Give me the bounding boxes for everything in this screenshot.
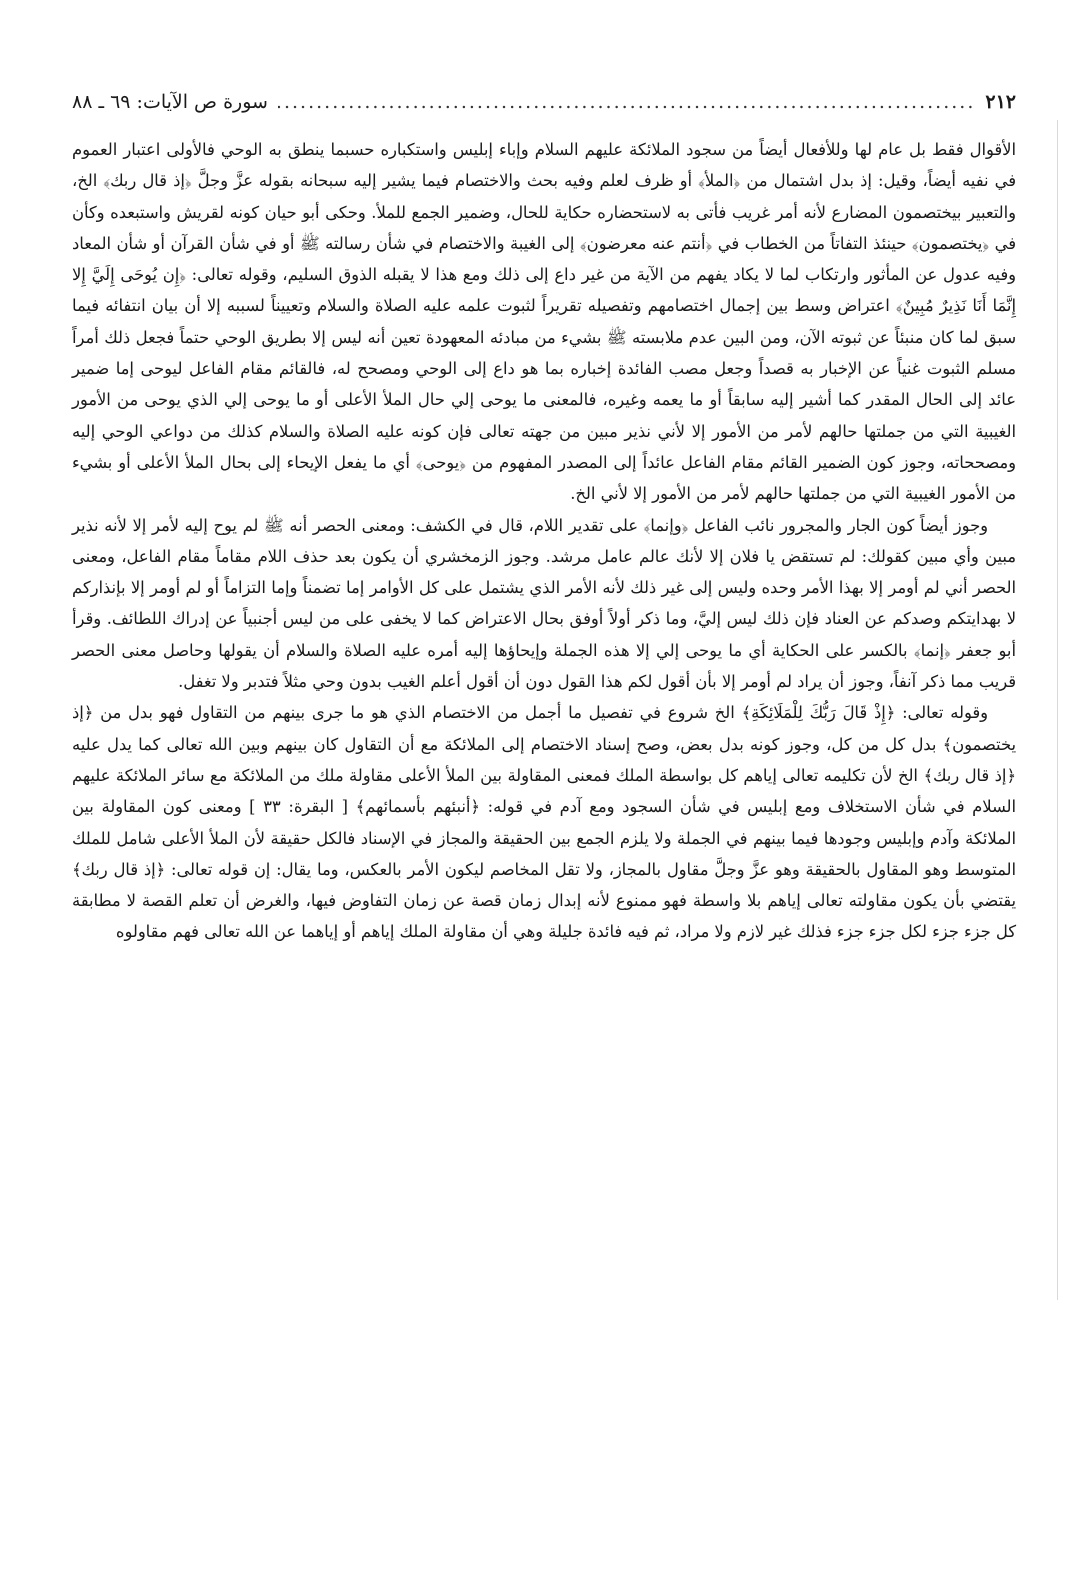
- running-title: سورة ص الآيات: ٦٩ ـ ٨٨: [72, 91, 268, 113]
- paragraph-1: الأقوال فقط بل عام لها وللأفعال أيضاً من سجود الملائكة عليهم السلام وإباء إبليس واستكباره حسبما ينطق به الوحي فالأولى اعتبار العموم في نفيه أيضاً، وقيل: إذ بدل اشتمال من ﴿الملأ﴾ أو ظرف لعلم وفيه بحث والاختصام فيما يشير إليه سبحانه بقوله عزَّ وجلَّ ﴿إذ قال ربك﴾ الخ، والتعبير بيختصمون المضارع لأنه أمر غريب فأتى به لاستحضاره حكاية للحال، وضمير الجمع للملأ. وحكى أبو حيان كونه لقريش واستبعده وكأن في ﴿يختصمون﴾ حينئذ التفاتاً من الخطاب في ﴿أنتم عنه معرضون﴾ إلى الغيبة والاختصام في شأن رسالته ﷺ أو في شأن القرآن أو شأن المعاد وفيه عدول عن المأثور وارتكاب لما لا يكاد يفهم من الآية من غير داع إلى ذلك ومع هذا لا يقبله الذوق السليم، وقوله تعالى: ﴿إِن يُوحَى إِلَيَّ إِلا إِنَّمَا أَنَا نَذِيرٌ مُبِينٌ﴾ اعتراض وسط بين إجمال اختصامهم وتفصيله تقريراً لثبوت علمه عليه الصلاة والسلام وتعييناً لسببه إلا أن بيان انتفائه فيما سبق لما كان منبئاً عن ثبوته الآن، ومن البين عدم ملابسته ﷺ بشيء من مبادئه المعهودة تعين أنه ليس إلا بطريق الوحي حتماً فجعل ذلك أمراً مسلم الثبوت غنياً عن الإخبار به قصداً وجعل مصب الفائدة إخباره بما هو داع إلى الوحي ومصحح له، فالقائم مقام الفاعل ليوحى إما ضمير عائد إلى الحال المقدر كما أشير إليه سابقاً أو ما يعمه وغيره، فالمعنى ما يوحى إلي حال الملأ الأعلى أو ما يوحى إلي الذي يوحى من الأمور الغيبية التي من جملتها حالهم لأمر من الأمور إلا لأني نذير مبين من جهته تعالى فإن كونه عليه الصلاة والسلام كذلك من دواعي الوحي إليه ومصححاته، وجوز كون الضمير القائم مقام الفاعل عائداً إلى المصدر المفهوم من ﴿يوحى﴾ أي ما يفعل الإيحاء إلى بحال الملأ الأعلى أو بشيء من الأمور الغيبية التي من جملتها حالهم لأمر من الأمور إلا لأني الخ.: [72, 140, 1016, 504]
- header-leader-dots: [278, 84, 975, 120]
- scan-margin-line: [1057, 120, 1058, 1300]
- paragraph-3: وقوله تعالى: ﴿إِذْ قَالَ رَبُّكَ لِلْمَلَائِكَةِ﴾ الخ شروع في تفصيل ما أجمل من الاختصام الذي هو ما جرى بينهم من التقاول فهو بدل من ﴿إذ يختصمون﴾ بدل كل من كل، وجوز كونه بدل بعض، وصح إسناد الاختصام إلى الملائكة مع أن التقاول كان بينهم وبين الله تعالى كما يدل عليه ﴿إذ قال ربك﴾ الخ لأن تكليمه تعالى إياهم كل بواسطة الملك فمعنى المقاولة بين الملأ الأعلى مقاولة ملك من الملائكة مع سائر الملائكة عليهم السلام في شأن الاستخلاف ومع إبليس في شأن السجود ومع آدم في قوله: ﴿أنبئهم بأسمائهم﴾ [ البقرة: ٣٣ ] ومعنى كون المقاولة بين الملائكة وآدم وإبليس وجودها فيما بينهم في الجملة ولا يلزم الجمع بين الحقيقة والمجاز في الإسناد فالكل حقيقة لأن الملأ الأعلى شامل للملك المتوسط وهو المقاول بالحقيقة وهو عزَّ وجلَّ مقاول بالمجاز، ولا تقل المخاصم ليكون الأمر بالعكس، وما يقال: إن قوله تعالى: ﴿إذ قال ربك﴾ يقتضي بأن يكون مقاولته تعالى إياهم بلا واسطة فهو ممنوع لأنه إبدال زمان قصة عن زمان التفاوض فيها، والغرض أن تعلم القصة لا مطابقة كل جزء جزء لكل جزء جزء فذلك غير لازم ولا مراد، ثم فيه فائدة جليلة وهي أن مقاولة الملك إياهم أو إياهما عن الله تعالى فهم مقاولوه: [72, 703, 1016, 942]
- page-number: ٢١٢: [985, 91, 1016, 113]
- body-text: [72, 134, 1016, 948]
- paragraph-2: وجوز أيضاً كون الجار والمجرور نائب الفاعل ﴿وإنما﴾ على تقدير اللام، قال في الكشف: ومعنى الحصر أنه ﷺ لم يوح إليه لأمر إلا لأنه نذير مبين وأي مبين كقولك: لم تستقض يا فلان إلا لأنك عالم عامل مرشد. وجوز الزمخشري أن يكون بعد حذف اللام مقاماً مقام الفاعل، ومعنى الحصر أني لم أومر إلا بهذا الأمر وحده وليس إلى غير ذلك لأنه الأمر الذي يشتمل على كل الأوامر إما تضمناً وإما التزاماً أو لم أومر إلا بإنذاركم لا بهدايتكم وصدكم عن العناد فإن ذلك ليس إليَّ، وما ذكر أولاً أوفق بحال الاعتراض كما لا يخفى على من ليس أجنبياً عن إدراك اللطائف. وقرأ أبو جعفر ﴿إنما﴾ بالكسر على الحكاية أي ما يوحى إلي إلا هذه الجملة وإيحاؤها إليه أمره عليه الصلاة والسلام أن يقولها وحاصل معنى الحصر قريب مما ذكر آنفاً، وجوز أن يراد لم أومر إلا بأن أقول لكم هذا القول دون أن أقول أعلم الغيب بدون وحي مثلاً فتدبر ولا تغفل.: [72, 515, 1016, 692]
- page-header: [72, 84, 1016, 120]
- book-page: [72, 84, 1016, 1554]
